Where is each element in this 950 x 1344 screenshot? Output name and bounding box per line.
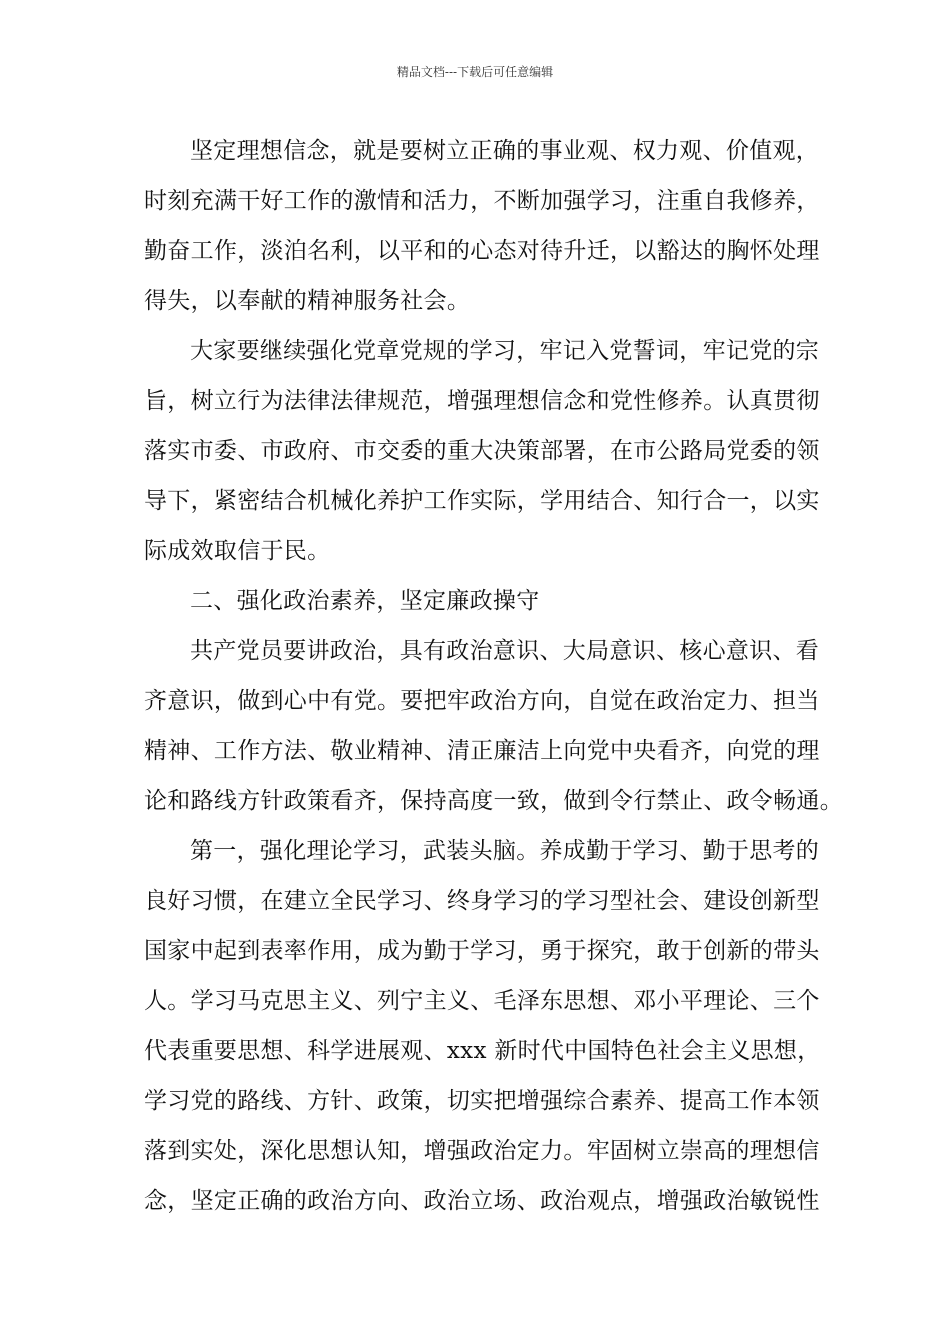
text-line: 落到实处，深化思想认知，增强政治定力。牢固树立崇高的理想信 [144, 1138, 820, 1164]
text-line: 代表重要思想、科学进展观、xxx 新时代中国特色社会主义思想， [144, 1038, 821, 1064]
text-line: 良好习惯，在建立全民学习、终身学习的学习型社会、建设创新型 [144, 888, 820, 914]
heading-line: 二、强化政治素养，坚定廉政操守 [190, 588, 540, 614]
text-line: 时刻充满干好工作的激情和活力，不断加强学习，注重自我修养， [144, 188, 820, 214]
page-header: 精品文档---下载后可任意编辑 [396, 65, 554, 79]
text-line: 第一，强化理论学习，武装头脑。养成勤于学习、勤于思考的 [190, 838, 820, 864]
paragraph-theory-study [144, 826, 821, 1226]
section-heading [144, 576, 808, 626]
text-line: 大家要继续强化党章党规的学习，牢记入党誓词，牢记党的宗 [190, 338, 820, 364]
text-line: 论和路线方针政策看齐，保持高度一致，做到令行禁止、政令畅通。 [144, 788, 843, 814]
paragraph-ideals [144, 126, 820, 326]
text-line: 导下，紧密结合机械化养护工作实际，学用结合、知行合一，以实 [144, 488, 820, 514]
paragraph-politics [144, 626, 843, 826]
text-line: 际成效取信于民。 [144, 538, 331, 564]
text-line: 精神、工作方法、敬业精神、清正廉洁上向党中央看齐，向党的理 [144, 738, 820, 764]
text-line: 念，坚定正确的政治方向、政治立场、政治观点，增强政治敏锐性 [144, 1188, 820, 1214]
paragraph-party-rules [144, 326, 820, 576]
document-body [144, 126, 843, 1226]
text-line: 得失，以奉献的精神服务社会。 [144, 288, 471, 314]
text-line: 国家中起到表率作用，成为勤于学习，勇于探究，敢于创新的带头 [144, 938, 820, 964]
text-line: 坚定理想信念，就是要树立正确的事业观、权力观、价值观， [190, 138, 820, 164]
text-line: 齐意识，做到心中有党。要把牢政治方向，自觉在政治定力、担当 [144, 688, 820, 714]
text-line: 勤奋工作，淡泊名利，以平和的心态对待升迁，以豁达的胸怀处理 [144, 238, 820, 264]
text-line: 旨，树立行为法律法律规范，增强理想信念和党性修养。认真贯彻 [144, 388, 820, 414]
text-line: 人。学习马克思主义、列宁主义、毛泽东思想、邓小平理论、三个 [144, 988, 820, 1014]
text-line: 共产党员要讲政治，具有政治意识、大局意识、核心意识、看 [190, 638, 820, 664]
text-line: 学习党的路线、方针、政策，切实把增强综合素养、提高工作本领 [144, 1088, 820, 1114]
text-line: 落实市委、市政府、市交委的重大决策部署，在市公路局党委的领 [144, 438, 820, 464]
